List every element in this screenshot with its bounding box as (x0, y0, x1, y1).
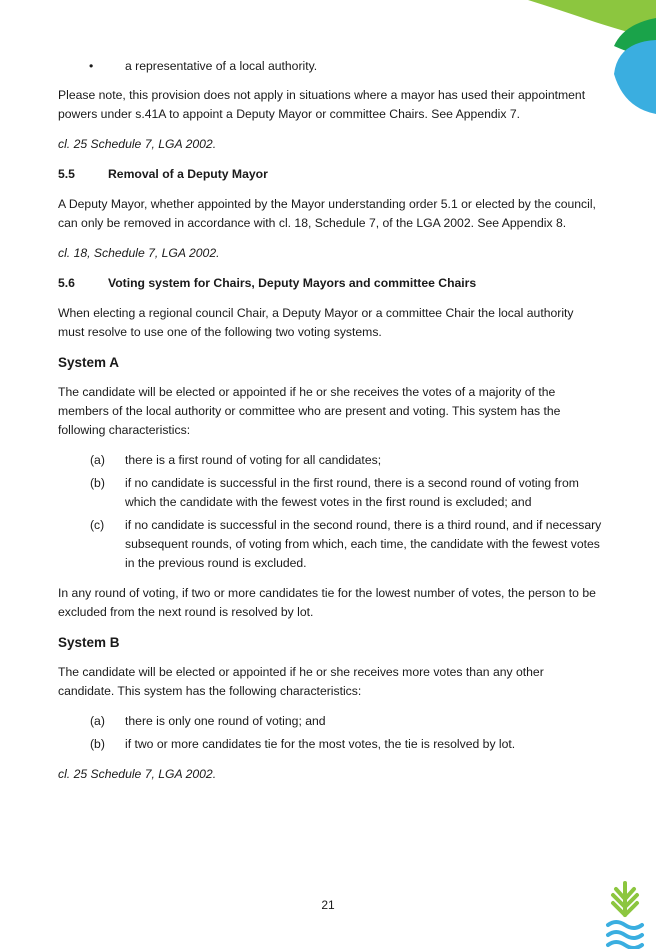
section-number: 5.5 (58, 167, 75, 181)
bullet-icon: • (89, 59, 94, 73)
system-b-list (58, 712, 603, 754)
system-a-heading: System A (58, 355, 120, 370)
section-title: Removal of a Deputy Mayor (108, 167, 268, 181)
list-item-text: if two or more candidates tie for the most votes, the tie is resolved by lot. (125, 737, 516, 751)
list-item-text: there is a first round of voting for all candidates; (125, 453, 382, 467)
system-b-body: The candidate will be elected or appointed if he or she receives more votes than any other candidate. This system has the following characteristics: (58, 665, 544, 698)
section-title: Voting system for Chairs, Deputy Mayors and committee Chairs (108, 276, 477, 290)
list-item (58, 516, 603, 573)
list-item (58, 451, 603, 470)
list-item-text: if no candidate is successful in the first round, there is a second round of voting from which the candidate with the fewest votes in the first round is excluded; and (125, 476, 579, 509)
citation: cl. 25 Schedule 7, LGA 2002. (58, 767, 217, 781)
section-body: When electing a regional council Chair, a Deputy Mayor or a committee Chair the local authority must resolve to use one of the following two voting systems. (58, 306, 574, 339)
page-number: 21 (321, 898, 335, 912)
list-item-label: (b) (90, 737, 105, 751)
citation: cl. 25 Schedule 7, LGA 2002. (58, 137, 217, 151)
list-item-text: if no candidate is successful in the second round, there is a third round, and if necessary subsequent rounds, of voting from which, each time, the candidate with the fewest votes in the previous round is excluded. (125, 518, 602, 570)
list-item (58, 712, 603, 731)
list-item-text: there is only one round of voting; and (125, 714, 326, 728)
system-b-heading: System B (58, 635, 120, 650)
page-body (58, 57, 603, 795)
list-item-label: (a) (90, 714, 105, 728)
section-heading-5-5 (58, 165, 603, 184)
list-item (58, 735, 603, 754)
bullet-text: a representative of a local authority. (125, 59, 318, 73)
system-a-closing: In any round of voting, if two or more candidates tie for the lowest number of votes, the person to be excluded from the next round is resolved by lot. (58, 586, 596, 619)
list-item-label: (a) (90, 453, 105, 467)
list-item (58, 57, 603, 76)
system-a-list (58, 451, 603, 573)
list-item-label: (b) (90, 476, 105, 490)
lgnz-fern-logo (604, 879, 646, 949)
list-item (58, 474, 603, 512)
list-item-label: (c) (90, 518, 105, 532)
system-a-body: The candidate will be elected or appointed if he or she receives the votes of a majority of the members of the local authority or committee who are present and voting. This system has the following characteristics: (58, 385, 561, 437)
section-heading-5-6 (58, 274, 603, 293)
note-paragraph: Please note, this provision does not apply in situations where a mayor has used their appointment powers under s.41A to appoint a Deputy Mayor or committee Chairs. See Appendix 7. (58, 88, 586, 121)
section-body: A Deputy Mayor, whether appointed by the Mayor understanding order 5.1 or elected by the council, can only be removed in accordance with cl. 18, Schedule 7, of the LGA 2002. See Appendix 8. (58, 197, 596, 230)
citation: cl. 18, Schedule 7, LGA 2002. (58, 246, 220, 260)
section-number: 5.6 (58, 276, 75, 290)
